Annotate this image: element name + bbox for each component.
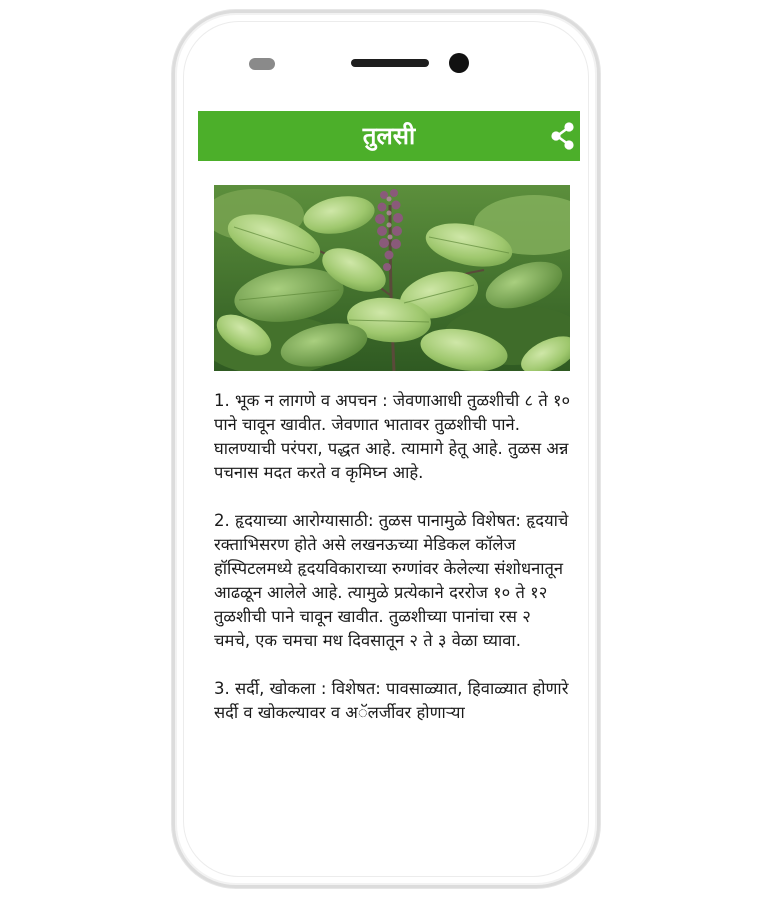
sensor-icon [249,58,275,70]
share-button[interactable] [546,119,580,153]
app-screen [198,111,580,799]
article-body [214,389,572,749]
phone-frame [172,10,600,888]
tulsi-plant-illustration [214,185,570,371]
front-camera-icon [449,53,469,73]
article-paragraph-3: 3. सर्दी, खोकला : विशेषत: पावसाळ्यात, हिवाळ्यात होणारे सर्दी व खोकल्यावर व अॅलर्जीवर होणाऱ्या [214,679,569,722]
tulsi-plant-image [214,185,570,371]
article-paragraph-1: 1. भूक न लागणे व अपचन : जेवणाआधी तुळशीची ८ ते १० पाने चावून खावीत. जेवणात भातावर तुळशीची पाने. घालण्याची परंपरा, पद्धत आहे. त्यामागे हेतू आहे. तुळस अन्न पचनास मदत करते व कृमिघ्न आहे. [214,391,571,482]
page-title: तुलसी [362,122,416,150]
earpiece-icon [351,59,429,67]
article-paragraph-2: 2. हृदयाच्या आरोग्यासाठी: तुळस पानामुळे विशेषत: हृदयाचे रक्ताभिसरण होते असे लखनऊच्या मेडिकल कॉलेज हॉस्पिटलमध्ये हृदयविकाराच्या रुग्णांवर केलेल्या संशोधनातून आढळून आलेले आहे. त्यामुळे प्रत्येकाने दररोज १० ते १२ तुळशीची पाने चावून खावीत. तुळशीच्या पानांचा रस २ चमचे, एक चमचा मध दिवसातून २ ते ३ वेळा घ्यावा. [214,511,569,650]
share-icon [546,119,580,153]
app-bar [198,111,580,161]
